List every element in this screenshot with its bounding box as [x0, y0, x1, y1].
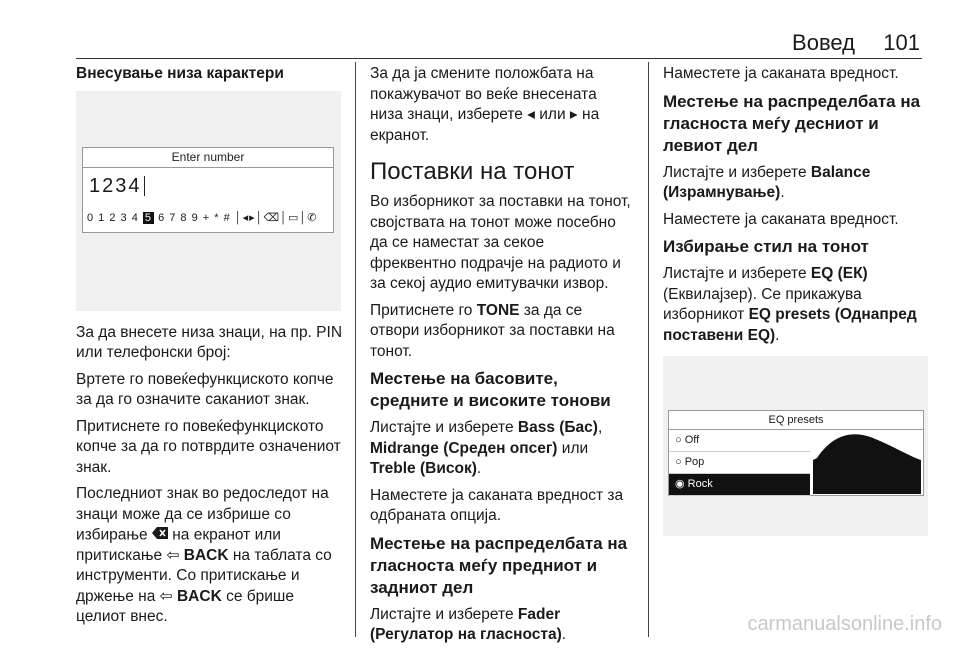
text-cursor: [144, 176, 145, 196]
text-span: Листајте и изберете: [370, 419, 514, 436]
balance-label: Balance (Израмнување): [663, 163, 871, 201]
text-span: на екранот или притискање: [76, 526, 281, 564]
radio-selected-icon: ◉: [675, 478, 685, 490]
character-keys-row: [87, 208, 318, 229]
eq-presets-screen: [663, 356, 928, 536]
watermark-url: carmanualsonline.info: [747, 613, 942, 635]
eq-label: EQ (ЕК): [810, 265, 868, 282]
text-span: за да се отвори изборникот за поставки на тонот.: [370, 301, 615, 360]
paragraph-eq: Листајте и изберете EQ (ЕК) (Еквилајзер). Се прикажува изборникот EQ presets (Однапред поставени EQ).: [663, 265, 917, 344]
column-3: [663, 64, 925, 536]
keyboard-icon: │▭│: [280, 211, 308, 224]
tone-label: TONE: [476, 301, 520, 319]
page-number: 101: [883, 30, 920, 55]
text-span: Листајте и изберете: [663, 163, 807, 181]
eq-presets-list: [669, 430, 810, 496]
text-span: се брише целиот внес.: [76, 587, 294, 626]
eq-preset-item-pop[interactable]: [669, 452, 810, 474]
paragraph-balance: Листајте и изберете Balance (Израмнување).: [663, 163, 871, 201]
eq-presets-frame: [668, 410, 924, 496]
delete-icon: [152, 525, 168, 546]
back-arrow-icon: ⇦: [166, 546, 180, 564]
paragraph: Притиснете го повеќефункциското копче за да го потврдите означениот знак.: [76, 417, 341, 476]
eq-preset-item-rock[interactable]: [669, 474, 810, 496]
key-selected: 5: [144, 211, 153, 224]
eq-curve-graphic: [813, 430, 921, 494]
header-rule: [76, 58, 922, 59]
back-label: BACK: [183, 546, 229, 564]
radio-icon: ○: [675, 456, 682, 468]
column-1: [76, 64, 344, 634]
preset-label: Rock: [687, 478, 713, 490]
eq-presets-title: EQ presets: [669, 411, 923, 430]
keys-before: 0 1 2 3 4: [87, 211, 139, 224]
text-span: Листајте и изберете: [663, 265, 807, 282]
column-2: [370, 64, 632, 652]
section-heading-eq: Избирање стил на тонот: [663, 237, 869, 256]
preset-label: Off: [684, 434, 700, 446]
text-span: (Еквилајзер). Се прикажува изборникот: [663, 285, 862, 323]
text-span: Листајте и изберете: [370, 605, 514, 623]
section-heading-bass: Местење на басовите, средните и високите тонови: [370, 369, 611, 410]
back-label: BACK: [176, 587, 222, 605]
text-span: или: [561, 439, 589, 457]
text-span: на таблата со инструменти. Со притискање и држење на: [76, 546, 332, 605]
paragraph: Наместете ја саканата вредност.: [663, 65, 899, 82]
fader-label: Fader (Регулатор на гласноста): [370, 605, 562, 643]
section-heading-tone: Поставки на тонот: [370, 158, 575, 185]
paragraph: Наместете ја саканата вредност.: [663, 210, 899, 228]
paragraph-bass: Листајте и изберете Bass (Бас), Midrange (Среден опсег) или Treble (Висок).: [370, 419, 603, 477]
paragraph-tone: [370, 301, 632, 363]
text-span: Последниот знак во редоследот на знаци може да се избрише со избирање: [76, 485, 329, 544]
paragraph: За да внесете низа знаци, на пр. PIN или телефонски број:: [76, 323, 343, 361]
treble-label: Treble (Висок): [370, 460, 477, 477]
column-divider-1: [355, 62, 356, 637]
paragraph: Во изборникот за поставки на тонот, својствата на тонот може посебно да се наместат за секое фреквентно подрачје на радиото и за секој аудио емитувачки извор.: [370, 193, 631, 292]
enter-number-title: Enter number: [83, 148, 333, 168]
text-span: Притиснете го: [370, 301, 473, 319]
paragraph-fader: Листајте и изберете Fader (Регулатор на гласноста).: [370, 605, 567, 643]
enter-number-frame: [82, 147, 334, 233]
number-input-value: 1234: [89, 174, 142, 197]
paragraph: Вртете го повеќефункциското копче за да го означите саканиот знак.: [76, 370, 334, 408]
enter-number-screen: [76, 91, 341, 311]
section-heading-fader: Местење на распределбата на гласноста меѓу предниот и задниот дел: [370, 533, 628, 597]
section-heading-enter-chars: Внесување низа карактери: [76, 65, 284, 82]
backspace-icon: ⌫: [263, 211, 281, 224]
keys-after: 6 7 8 9 + * #: [158, 211, 231, 224]
page-header: [0, 0, 960, 60]
radio-icon: ○: [675, 434, 682, 446]
phone-icon: ✆: [307, 211, 318, 224]
paragraph: За да ја смените положбата на покажувачот во веќе внесената низа знаци, изберете ◂ или ▸ на екранот.: [370, 65, 600, 144]
bass-label: Bass (Бас): [517, 419, 598, 436]
section-heading-balance: Местење на распределбата на гласноста меѓу десниот и левиот дел: [663, 91, 921, 155]
paragraph: Наместете ја саканата вредност за одбраната опција.: [370, 486, 624, 524]
paragraph-delete: [76, 484, 344, 628]
preset-label: Pop: [684, 456, 705, 468]
midrange-label: Midrange (Среден опсег): [370, 439, 558, 457]
number-input-display: [89, 176, 145, 197]
eq-presets-label: EQ presets (Однапред поставени EQ): [663, 306, 917, 344]
cursor-arrows-icon: │◂▸│: [234, 211, 264, 224]
back-arrow-icon: ⇦: [159, 587, 173, 605]
header-title: Вовед: [792, 30, 855, 55]
eq-preset-item-off[interactable]: [669, 430, 810, 452]
column-divider-2: [648, 62, 649, 637]
